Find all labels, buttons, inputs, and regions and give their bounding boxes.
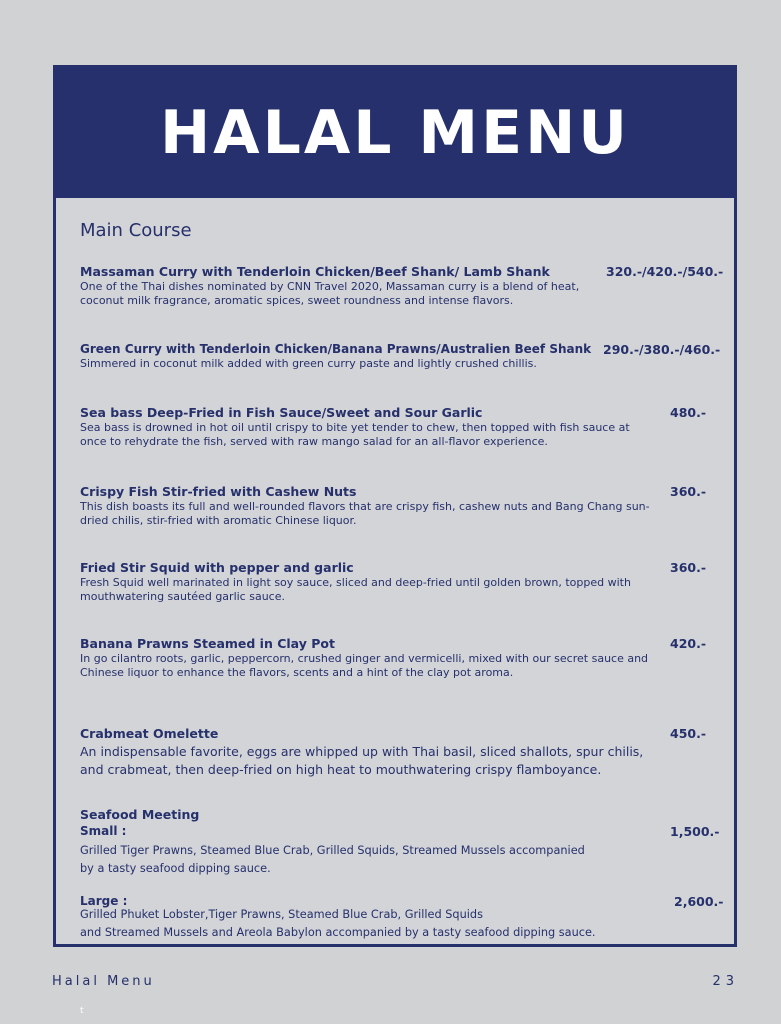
large-description: Grilled Phuket Lobster,Tiger Prawns, Steamed Blue Crab, Grilled Squids <box>80 908 483 921</box>
small-price: 1,500.- <box>670 824 720 839</box>
menu-item <box>80 636 720 680</box>
item-description: Sea bass is drowned in hot oil until crispy to bite yet tender to chew, then topped with fish sauce at once to rehydrate the fish, served with raw mango salad for an all-flavor experience. <box>80 421 630 448</box>
item-name: Fried Stir Squid with pepper and garlic <box>80 560 354 575</box>
item-description: Fresh Squid well marinated in light soy sauce, sliced and deep-fried until golden brown, topped with mouthwatering sautéed garlic sauce. <box>80 576 631 603</box>
menu-item <box>80 342 720 371</box>
item-description: An indispensable favorite, eggs are whipped up with Thai basil, sliced shallots, spur chilis, and crabmeat, then deep-fried on high heat to mouthwatering crispy flamboyance. <box>80 744 644 777</box>
large-price: 2,600.- <box>674 894 724 909</box>
large-label: Large : <box>80 894 128 908</box>
menu-item <box>80 560 720 604</box>
item-price: 450.- <box>670 726 707 741</box>
large-description: and Streamed Mussels and Areola Babylon accompanied by a tasty seafood dipping sauce. <box>80 926 596 939</box>
item-price: 420.- <box>670 636 707 651</box>
item-description: In go cilantro roots, garlic, peppercorn, crushed ginger and vermicelli, mixed with our secret sauce and Chinese liquor to enhance the flavors, scents and a hint of the clay pot aroma. <box>80 652 649 679</box>
small-label: Small : <box>80 824 127 838</box>
item-description: One of the Thai dishes nominated by CNN Travel 2020, Massaman curry is a blend of heat, coconut milk fragrance, aromatic spices, sweet roundness and intense flavors. <box>80 280 580 307</box>
section-title: Main Course <box>80 220 192 241</box>
small-description: by a tasty seafood dipping sauce. <box>80 862 271 875</box>
item-price: 360.- <box>670 560 707 575</box>
seafood-meeting <box>80 807 724 942</box>
item-description: Simmered in coconut milk added with green curry paste and lightly crushed chillis. <box>80 357 537 370</box>
menu-item <box>80 405 720 449</box>
item-name: Banana Prawns Steamed in Clay Pot <box>80 636 335 651</box>
item-name: Green Curry with Tenderloin Chicken/Banana Prawns/Australien Beef Shank <box>80 342 592 356</box>
item-name: Crabmeat Omelette <box>80 726 219 741</box>
item-name: Seafood Meeting <box>80 807 200 822</box>
item-price: 360.- <box>670 484 707 499</box>
menu-item <box>80 264 724 308</box>
item-name: Massaman Curry with Tenderloin Chicken/Beef Shank/ Lamb Shank <box>80 264 550 279</box>
stray-mark: t <box>80 1006 84 1016</box>
item-name: Sea bass Deep-Fried in Fish Sauce/Sweet and Sour Garlic <box>80 405 483 420</box>
page-number: 23 <box>712 974 739 989</box>
item-name: Crispy Fish Stir-fried with Cashew Nuts <box>80 484 357 499</box>
item-price: 320.-/420.-/540.- <box>606 264 724 279</box>
menu-item <box>80 484 720 528</box>
item-price: 290.-/380.-/460.- <box>603 342 721 357</box>
item-price: 480.- <box>670 405 707 420</box>
small-description: Grilled Tiger Prawns, Steamed Blue Crab, Grilled Squids, Streamed Mussels accompanied <box>80 844 585 857</box>
item-description: This dish boasts its full and well-rounded flavors that are crispy fish, cashew nuts and Bang Chang sun-dried chilis, stir-fried with aromatic Chinese liquor. <box>80 500 650 527</box>
menu-frame <box>53 65 737 947</box>
menu-title: HALAL MENU <box>159 98 631 168</box>
footer-title: Halal Menu <box>52 974 155 989</box>
title-banner <box>56 68 734 198</box>
menu-item <box>80 726 720 779</box>
